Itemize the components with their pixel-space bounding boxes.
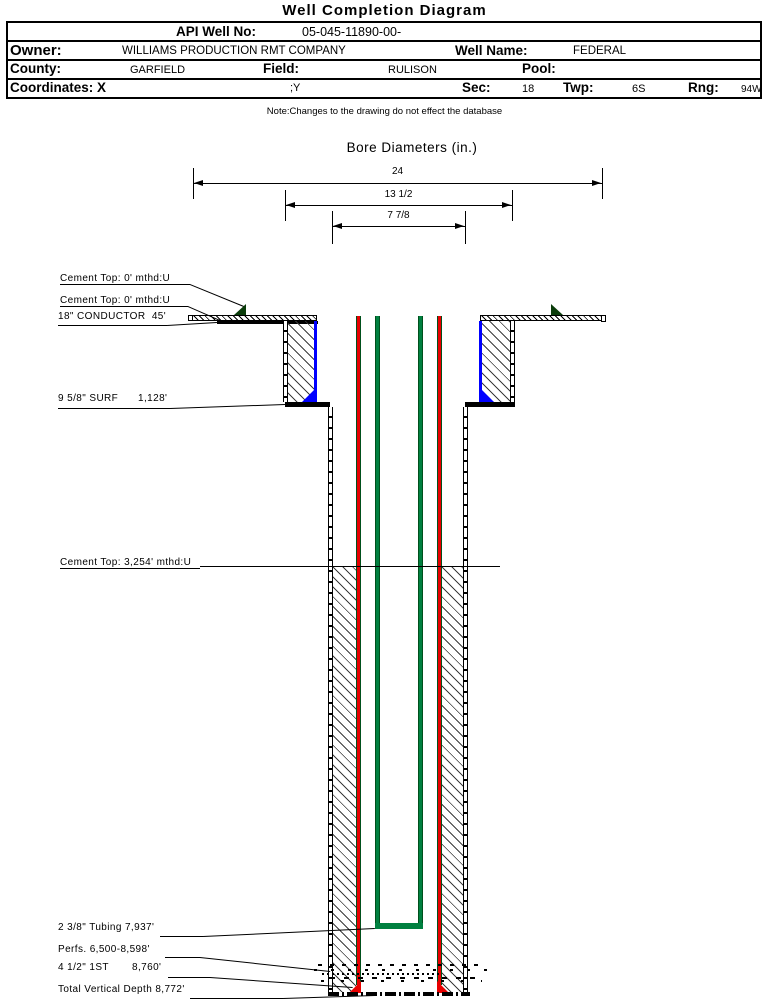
cement-column-lower-right (442, 566, 463, 992)
dim-24-label: 24 (391, 166, 404, 177)
api-well-no-label: API Well No: (176, 24, 257, 39)
owner-label: Owner: (10, 42, 62, 59)
leader-underline (60, 568, 200, 569)
tubing-line-left (375, 316, 380, 929)
pool-label: Pool: (522, 61, 556, 76)
header-row-divider (6, 40, 762, 42)
dim-13-5-arrow-left (286, 202, 295, 208)
conductor-flange-endcap-right (601, 315, 606, 322)
surface-casing-line-left (314, 321, 317, 402)
dim-7-8-endbar-right (465, 211, 466, 244)
production-casing-line-right (437, 316, 442, 985)
surface-casing-depth: 1,128' (138, 393, 168, 404)
dim-7-8-arrow-right (455, 223, 464, 229)
well-name-value: FEDERAL (573, 45, 627, 57)
surface-shoe-triangle-left (302, 390, 314, 402)
coordinates-y-value: ;Y (290, 82, 301, 94)
surface-shoe-bar-right (465, 402, 515, 407)
leader-underline (60, 284, 190, 285)
conductor-flange-endcap-left (188, 315, 193, 321)
coordinates-label: Coordinates: X (10, 80, 107, 95)
database-note: Note:Changes to the drawing do not effect the database (266, 106, 503, 117)
tubing-shoe-bottom (375, 923, 423, 929)
field-value: RULISON (388, 64, 437, 76)
dim-13-5-line (285, 205, 512, 206)
cement-top-0-label-1: Cement Top: 0' mthd:U (60, 273, 171, 284)
surface-shoe-bar-left (285, 402, 330, 407)
rng-value: 94W (741, 84, 762, 95)
perforation-marks (330, 977, 480, 979)
borehole-wall-lower-right (463, 407, 468, 993)
perfs-label: Perfs. 6,500-8,598' (58, 944, 150, 955)
dim-24-arrow-left (194, 180, 203, 186)
twp-value: 6S (632, 83, 646, 95)
leader-line-tvd (283, 995, 375, 999)
dim-24-endbar-right (602, 168, 603, 199)
production-casing-line-left (356, 316, 361, 985)
borehole-wall-upper-right (510, 321, 515, 402)
leader-line-surface (170, 404, 285, 409)
leader-underline (165, 957, 200, 958)
leader-underline (168, 977, 210, 978)
owner-value: WILLIAMS PRODUCTION RMT COMPANY (122, 45, 346, 57)
header-row-divider (6, 78, 762, 80)
leader-underline (58, 325, 167, 326)
total-vertical-depth-label: Total Vertical Depth 8,772' (58, 984, 185, 995)
perforation-marks (312, 980, 482, 982)
leader-line-cement-top-1 (190, 284, 244, 307)
cement-top-3254-label: Cement Top: 3,254' mthd:U (60, 557, 192, 568)
twp-label: Twp: (563, 80, 594, 95)
dim-7-8-arrow-left (333, 223, 342, 229)
dim-7-8-line (332, 226, 465, 227)
surface-casing-label: 9 5/8" SURF (58, 393, 119, 404)
production-casing-depth: 8,760' (132, 962, 162, 973)
leader-line-cement-top-3254 (200, 566, 500, 567)
dim-13-5-endbar-right (512, 190, 513, 221)
bore-diameters-title: Bore Diameters (in.) (346, 140, 478, 155)
cement-top-0-label-2: Cement Top: 0' mthd:U (60, 295, 171, 306)
sec-value: 18 (522, 83, 535, 95)
perforation-marks (322, 973, 442, 975)
sec-label: Sec: (462, 80, 491, 95)
county-value: GARFIELD (130, 64, 186, 76)
dim-7-8-label: 7 7/8 (387, 210, 410, 221)
api-well-no-value: 05-045-11890-00- (302, 25, 402, 39)
leader-line-conductor (167, 322, 217, 326)
tubing-line-right (418, 316, 423, 929)
rng-label: Rng: (688, 80, 719, 95)
header-row-divider (6, 59, 762, 61)
tubing-label: 2 3/8" Tubing 7,937' (58, 922, 155, 933)
leader-underline (58, 408, 170, 409)
surface-shoe-triangle-right (482, 390, 494, 402)
leader-line-perfs (200, 957, 330, 972)
well-name-label: Well Name: (455, 43, 528, 58)
perforation-marks (308, 969, 490, 971)
leader-underline (160, 936, 203, 937)
dim-24-line (193, 183, 602, 184)
cement-top-marker-right (551, 304, 563, 315)
dim-13-5-label: 13 1/2 (384, 189, 413, 200)
county-label: County: (10, 61, 61, 76)
perforation-marks (318, 964, 478, 966)
field-label: Field: (263, 61, 299, 76)
production-casing-label: 4 1/2" 1ST (58, 962, 109, 973)
conductor-label: 18" CONDUCTOR 45' (58, 311, 167, 322)
leader-underline (60, 306, 188, 307)
dim-24-arrow-right (592, 180, 601, 186)
dim-13-5-arrow-right (502, 202, 511, 208)
page-title: Well Completion Diagram (282, 2, 487, 19)
